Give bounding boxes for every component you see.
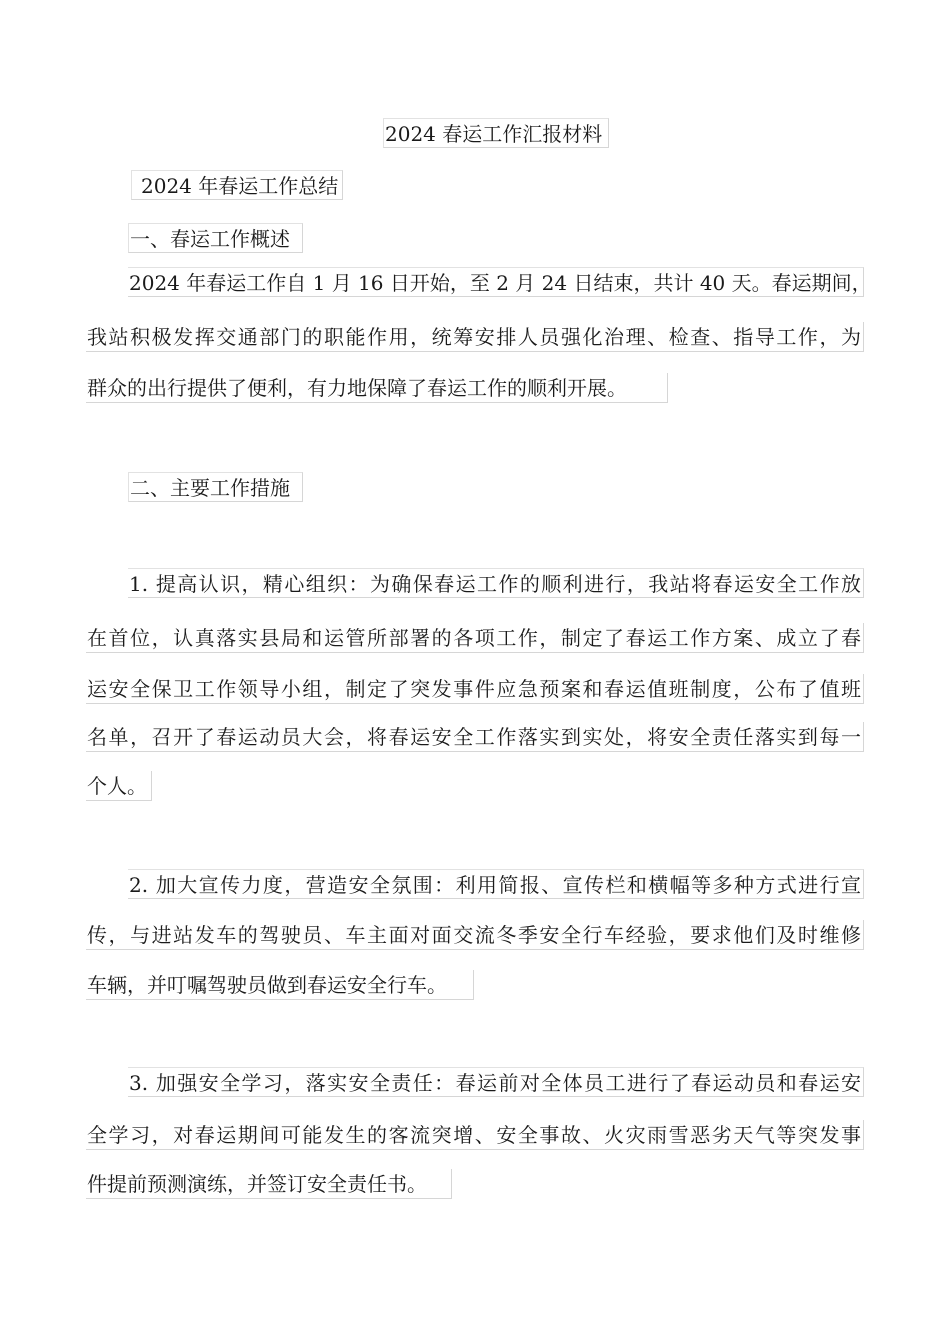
paragraph-line: 我站积极发挥交通部门的职能作用，统筹安排人员强化治理、检查、指导工作，为 (86, 322, 864, 352)
paragraph-line: 车辆，并叮嘱驾驶员做到春运安全行车。 (86, 970, 474, 1000)
paragraph-line: 运安全保卫工作领导小组，制定了突发事件应急预案和春运值班制度，公布了值班 (86, 674, 864, 704)
paragraph-line: 传，与进站发车的驾驶员、车主面对面交流冬季安全行车经验，要求他们及时维修 (86, 920, 864, 950)
paragraph-line: 2. 加大宣传力度，营造安全氛围：利用简报、宣传栏和横幅等多种方式进行宣 (128, 869, 864, 899)
section-heading-overview: 一、春运工作概述 (128, 223, 303, 253)
paragraph-line: 1. 提高认识，精心组织：为确保春运工作的顺利进行，我站将春运安全工作放 (128, 568, 864, 598)
document-subtitle: 2024 年春运工作总结 (131, 170, 343, 200)
paragraph-line: 3. 加强安全学习，落实安全责任：春运前对全体员工进行了春运动员和春运安 (128, 1067, 864, 1097)
paragraph-line: 在首位，认真落实县局和运管所部署的各项工作，制定了春运工作方案、成立了春 (86, 623, 864, 653)
paragraph-line: 全学习，对春运期间可能发生的客流突增、安全事故、火灾雨雪恶劣天气等突发事 (86, 1120, 864, 1150)
paragraph-line: 个人。 (86, 771, 152, 801)
section-heading-measures: 二、主要工作措施 (128, 472, 303, 502)
paragraph-line: 件提前预测演练，并签订安全责任书。 (86, 1169, 452, 1199)
document-title: 2024 春运工作汇报材料 (383, 118, 609, 148)
paragraph-line: 2024 年春运工作自 1 月 16 日开始，至 2 月 24 日结束，共计 40 天。春运期间， (128, 267, 864, 297)
paragraph-line: 名单，召开了春运动员大会，将春运安全工作落实到实处，将安全责任落实到每一 (86, 722, 864, 752)
paragraph-line: 群众的出行提供了便利，有力地保障了春运工作的顺利开展。 (86, 373, 668, 403)
